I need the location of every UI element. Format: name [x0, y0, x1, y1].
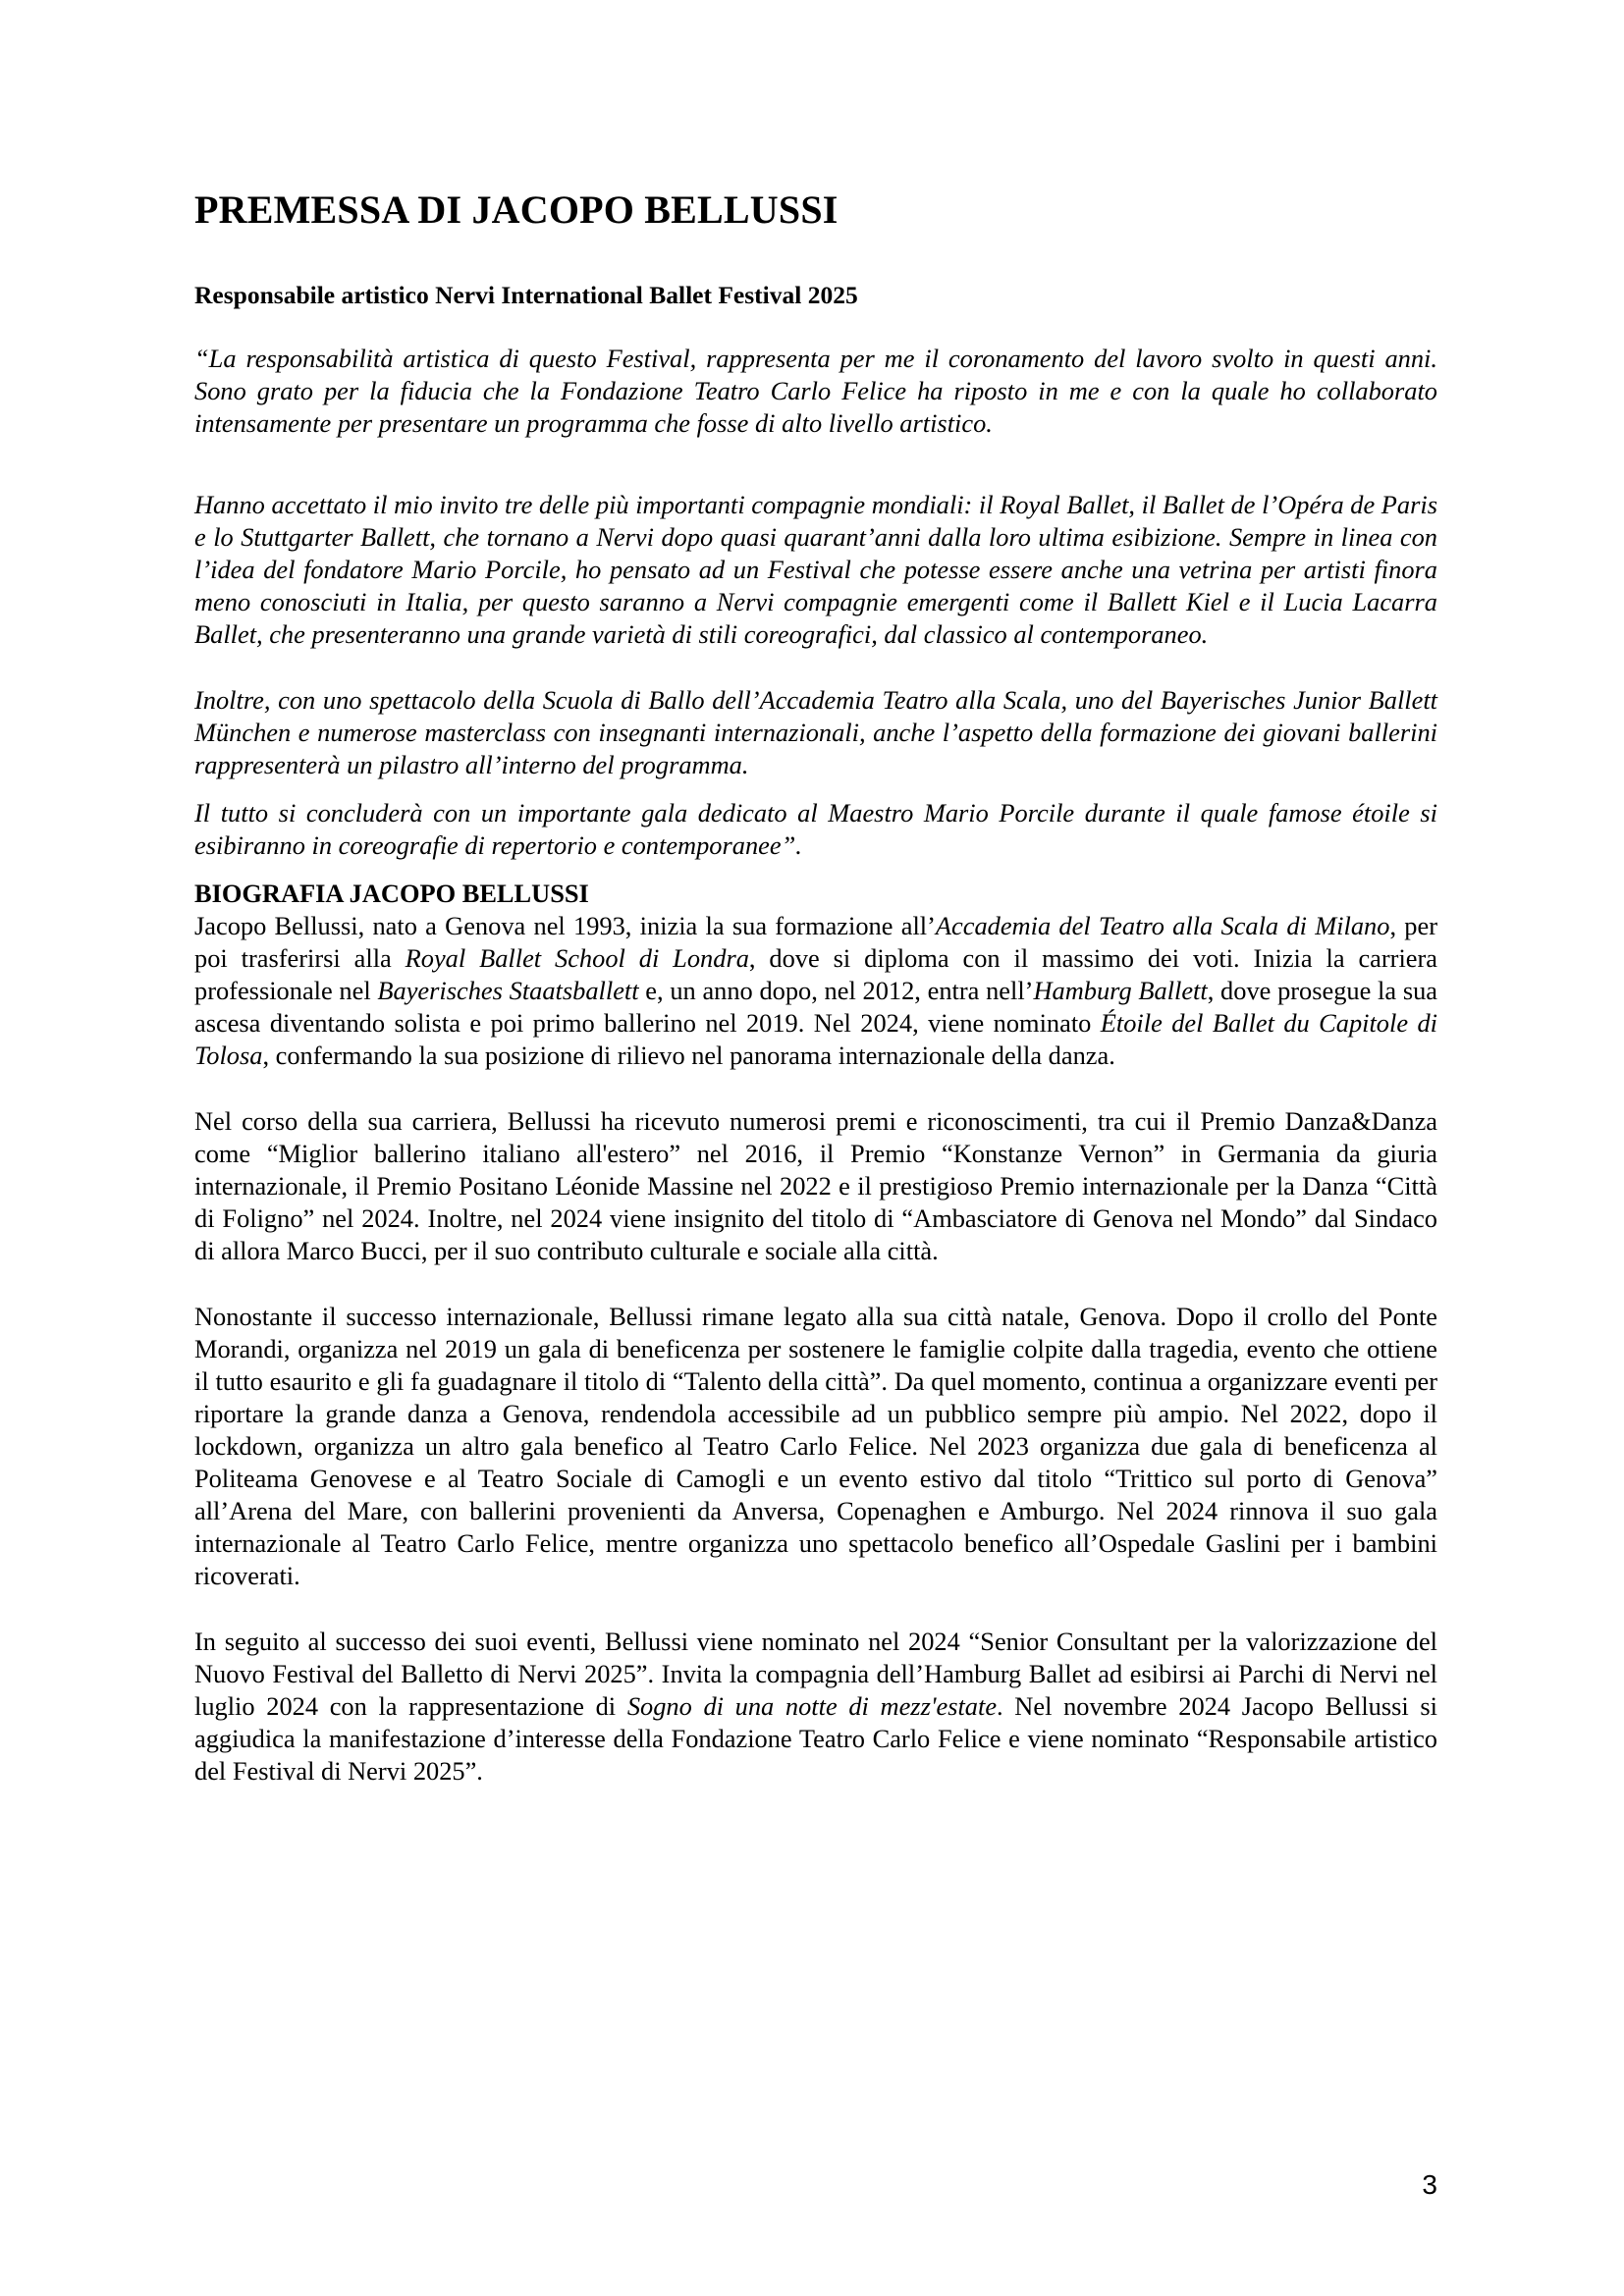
quote-paragraph-3: Inoltre, con uno spettacolo della Scuola di Ballo dell’Accademia Teatro alla Scala, uno del Bayerisches Junior Ballett München e numerose masterclass con insegnanti internazionali, anche l’aspetto della formazione dei giovani ballerini rappresenterà un pilastro all’interno del programma. — [194, 685, 1437, 780]
biography-paragraph-4: In seguito al successo dei suoi eventi, Bellussi viene nominato nel 2024 “Senior Consultant per la valorizzazione del Nuovo Festival del Balletto di Nervi 2025”. Invita la compagnia dell’Hamburg Ballet ad esibirsi ai Parchi di Nervi nel luglio 2024 con la rappresentazione di Sogno di una notte di mezz'estate. Nel novembre 2024 Jacopo Bellussi si aggiudica la manifestazione d’interesse della Fondazione Teatro Carlo Felice e viene nominato “Responsabile artistico del Festival di Nervi 2025”. — [194, 1627, 1437, 1787]
biography-paragraph-3: Nonostante il successo internazionale, Bellussi rimane legato alla sua città natale, Genova. Dopo il crollo del Ponte Morandi, organizza nel 2019 un gala di beneficenza per sostenere le famiglie colpite dalla tragedia, evento che ottiene il tutto esaurito e gli fa guadagnare il titolo di “Talento della città”. Da quel momento, continua a organizzare eventi per riportare la grande danza a Genova, rendendola accessibile ad un pubblico sempre più ampio. Nel 2022, dopo il lockdown, organizza un altro gala benefico al Teatro Carlo Felice. Nel 2023 organizza due gala di beneficenza al Politeama Genovese e al Teatro Sociale di Camogli e un evento estivo dal titolo “Trittico sul porto di Genova” all’Arena del Mare, con ballerini provenienti da Anversa, Copenaghen e Amburgo. Nel 2024 rinnova il suo gala internazionale al Teatro Carlo Felice, mentre organizza uno spettacolo benefico all’Ospedale Gaslini per i bambini ricoverati. — [194, 1302, 1437, 1591]
biography-paragraph-1: Jacopo Bellussi, nato a Genova nel 1993, inizia la sua formazione all’Accademia del Teatro alla Scala di Milano, per poi trasferirsi alla Royal Ballet School di Londra, dove si diploma con il massimo dei voti. Inizia la carriera professionale nel Bayerisches Staatsballett e, un anno dopo, nel 2012, entra nell’Hamburg Ballett, dove prosegue la sua ascesa diventando solista e poi primo ballerino nel 2019. Nel 2024, viene nominato Étoile del Ballet du Capitole di Tolosa, confermando la sua posizione di rilievo nel panorama internazionale della danza. — [194, 911, 1438, 1071]
quote-paragraph-1: “La responsabilità artistica di questo Festival, rappresenta per me il coronamento del lavoro svolto in questi anni. Sono grato per la fiducia che la Fondazione Teatro Carlo Felice ha riposto in me e con la quale ho collaborato intensamente per presentare un programma che fosse di alto livello artistico. — [194, 344, 1437, 439]
page-number: 3 — [1422, 2169, 1437, 2200]
quote-paragraph-4: Il tutto si concluderà con un importante gala dedicato al Maestro Mario Porcile durante il quale famose étoile si esibiranno in coreografie di repertorio e contemporanee”. — [194, 798, 1437, 861]
biography-paragraph-2: Nel corso della sua carriera, Bellussi ha ricevuto numerosi premi e riconoscimenti, tra cui il Premio Danza&Danza come “Miglior ballerino italiano all'estero” nel 2016, il Premio “Konstanze Vernon” in Germania da giuria internazionale, il Premio Positano Léonide Massine nel 2022 e il prestigioso Premio internazionale per la Danza “Città di Foligno” nel 2024. Inoltre, nel 2024 viene insignito del titolo di “Ambasciatore di Genova nel Mondo” dal Sindaco di allora Marco Bucci, per il suo contributo culturale e sociale alla città. — [194, 1106, 1437, 1266]
biography-heading: BIOGRAFIA JACOPO BELLUSSI — [194, 879, 589, 909]
document-page — [194, 187, 1437, 1788]
quote-paragraph-2: Hanno accettato il mio invito tre delle più importanti compagnie mondiali: il Royal Ballet, il Ballet de l’Opéra de Paris e lo Stuttgarter Ballett, che tornano a Nervi dopo quasi quarant’anni dalla loro ultima esibizione. Sempre in linea con l’idea del fondatore Mario Porcile, ho pensato ad un Festival che potesse essere anche una vetrina per artisti finora meno conosciuti in Italia, per questo saranno a Nervi compagnie emergenti come il Ballett Kiel e il Lucia Lacarra Ballet, che presenteranno una grande varietà di stili coreografici, dal classico al contemporaneo. — [194, 490, 1437, 650]
biography-section — [194, 878, 1437, 1788]
page-subtitle: Responsabile artistico Nervi International Ballet Festival 2025 — [194, 281, 858, 309]
page-title: PREMESSA DI JACOPO BELLUSSI — [194, 187, 839, 232]
quote-section — [194, 343, 1437, 862]
